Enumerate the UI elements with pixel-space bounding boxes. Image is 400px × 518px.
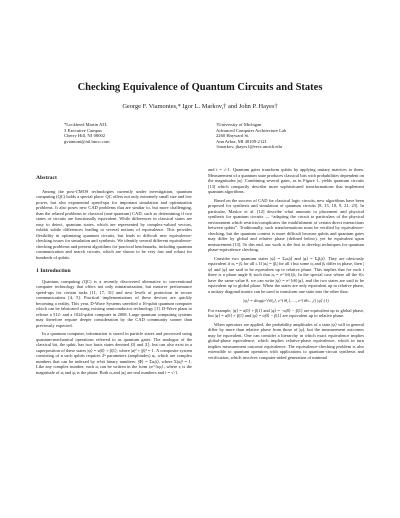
body-paragraph: Quantum computing (QC) is a recently discovered alternative to conventional computer technology that offers not only miniaturization, but massive performance speed-ups for certain tasks [11, 17, 31] and new levels of protection in secure communications [4, 5]. Practical implementations of these devices are quickly becoming a reality. This year, D-Wave Systems unveiled a 16-qubit quantum computer which can be fabricated using existing semiconductor technology [1]. D-Wave plans to release a 512- and a 1024-qubit computer in 2008. Large quantum computing systems may therefore require deeper consideration by the CAD community sooner than previously expected. — [36, 278, 192, 328]
body-paragraph: In a quantum computer, information is stored in particle states and processed using quantum-mechanical operations referred to as quantum gates. The analogue of the classical bit, the qubit, has two basis states denoted |0⟩ and |1⟩, but can also exist in a superposition of these states |ψ⟩ = α|0⟩ + β|1⟩, where |α|² + |β|² = 1. A composite system consisting of n such qubits requires 2ⁿ parameters (amplitudes) αᵢ, which are complex numbers that can be indexed by n-bit binary numbers: |Φ⟩ = Σαᵢ|i⟩, where Σ|αᵢ|² = 1. Like any complex number, each αᵢ can be written in the form rᵢe^{iφᵢ}, where rᵢ is the magnitude of αᵢ and φᵢ is the phase. Both αᵢ and |αᵢ| are real numbers and i = √-1. — [36, 331, 192, 375]
author-list: George F. Viamontes,* Igor L. Markov,† and John P. Hayes† — [122, 103, 278, 110]
affiliation-line: †University of Michigan — [216, 122, 262, 127]
left-column — [36, 176, 192, 378]
abstract-text: Among the post-CMOS technologies currently under investigation, quantum computing (QC) holds a special place: QC offers not only extremely small size and low power, but also exponential speed-ups for important simulation and optimization problems. It also poses new CAD problems that are similar to, but more challenging, than the related problems in classical (non-quantum) CAD, such as determining if two states or circuits are functionally equivalent. While differences in classical states are easy to detect, quantum states, which are represented by complex-valued vectors, exhibit subtle differences leading to several notions of equivalence. This provides flexibility in optimizing quantum circuits, but leads to difficult new equivalence-checking issues for simulation and synthesis. We identify several different equivalence-checking problems and present algorithms for practical benchmarks, including quantum communication and search circuits, which are shown to be very fast and robust for hundreds of qubits. — [36, 188, 193, 260]
affiliation-line: Ann Arbor, MI 48109-2121 — [216, 138, 267, 144]
affiliation-line: 2260 Hayward St. — [216, 133, 250, 139]
body-paragraph: and i = √-1. Quantum gates transform qubits by applying unitary matrices to them. Measurement of a quantum state produces classical bits with probabilities dependent on the magnitudes |αᵢ|. Combining several gates, as in Figure 1, yields quantum circuits [13] which compactly describe more sophisticated transformations that implement quantum algorithms. — [208, 167, 364, 194]
section-heading-introduction: 1 Introduction — [36, 268, 71, 274]
affiliation-right — [216, 122, 346, 150]
equation-1: |ψ⟩ = diag(e^{iθ₀}, e^{iθ₁}, ..., e^{iθₙ₋₁}) |φ⟩ (1) — [243, 298, 329, 303]
affiliation-email: gviamont@atl.lmco.com — [64, 138, 110, 144]
affiliation-email: {imarkov, jhayes}@eecs.umich.edu — [216, 144, 282, 150]
affiliation-left — [64, 122, 184, 144]
affiliation-line: Advanced Computer Architecture Lab — [216, 127, 287, 133]
affiliation-line: 3 Executive Campus — [64, 127, 103, 133]
abstract-heading: Abstract — [36, 175, 57, 181]
paper-title: Checking Equivalence of Quantum Circuits and States — [77, 82, 323, 93]
right-column — [208, 167, 364, 363]
affiliation-line: Cherry Hill, NJ 08002 — [64, 133, 106, 139]
body-paragraph: When operators are applied, the probability amplitudes of a state |ψ⟩ will in general differ by more than relative phase from those of |φ⟩, but the measurement outcomes may be equivalent. One can consider a hierarchy in which exact equivalence implies global-phase equivalence, which implies relative-phase equivalence, which in turn implies measurement outcome equivalence. The equivalence-checking problem is also extensible to quantum operators with applications to quantum-circuit synthesis and verification, which involves computer-aided generation of minimal — [208, 321, 364, 360]
body-paragraph: For example, |ψ⟩ = α|0⟩ + β|1⟩ and |φ⟩ = −α|0⟩ − β|1⟩ are equivalent up to global phase, but |ψ⟩ = α|0⟩ + β|1⟩ and |φ⟩ = α|0⟩ − β|1⟩ are equivalent up to relative phase. — [208, 307, 364, 318]
body-paragraph: Based on the success of CAD for classical logic circuits, new algorithms have been proposed for synthesis and simulation of quantum circuits [8, 15, 18, 9, 21, 23]. In particular, Maslov et al. [12] describe what amounts to placement and physical synthesis for quantum circuits — “adapting the circuit to particulars of the physical environment which restricts/complicates the establishment of certain direct interactions between qubits”. Traditionally, such transformations must be verified by equivalence-checking, but the quantum context is more difficult because qubits and quantum gates may differ by global and relative phase (defined below), yet be equivalent upon measurement [13]. To this end, our work is the first to develop techniques for quantum phase-equivalence checking. — [208, 197, 364, 252]
body-paragraph: Consider two quantum states |ψ⟩ = Σᵢαᵢ|i⟩ and |φ⟩ = Σᵢβᵢ|i⟩. They are obviously equivalent if αᵢ = βᵢ for all i. If |αᵢ| = |βᵢ| for all i but some αᵢ and βᵢ differ in phase, then |ψ⟩ and |φ⟩ are said to be equivalent up to relative phase. This implies that for each i there is a phase angle θᵢ such that αᵢ = e^{iθᵢ}βᵢ. In the special case where all the θᵢ's have the same value θ, we can write |ψ⟩ = e^{iθ}|φ⟩, and the two states are said to be equivalent up to global phase. When the states are only equivalent up to relative phase, a unitary diagonal matrix can be used to transform one state into the other thus: — [208, 255, 364, 294]
affiliation-line: *Lockheed Martin ATL — [64, 122, 108, 127]
